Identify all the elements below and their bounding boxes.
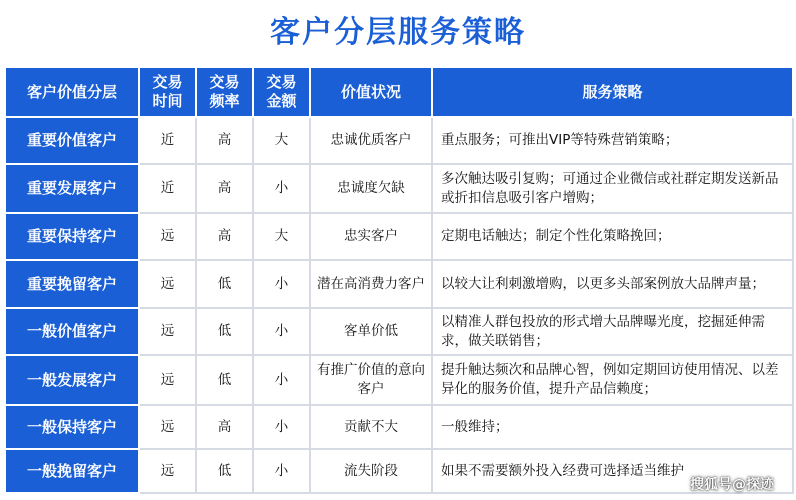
table-row (5, 308, 793, 355)
header-row (5, 67, 793, 117)
segment-cell: 重要价值客户 (5, 117, 139, 164)
table-row (5, 355, 793, 405)
status-cell: 忠诚优质客户 (310, 117, 432, 164)
monetary-cell: 小 (253, 308, 310, 355)
recency-cell: 远 (139, 308, 196, 355)
strategy-cell: 一般维持； (432, 405, 793, 449)
monetary-cell: 大 (253, 117, 310, 164)
recency-cell: 远 (139, 405, 196, 449)
recency-cell: 近 (139, 117, 196, 164)
table-row (5, 164, 793, 213)
header-recency: 交易 时间 (139, 67, 196, 117)
segment-cell: 一般挽留客户 (5, 449, 139, 493)
strategy-cell: 提升触达频次和品牌心智，例如定期回访使用情况、以差异化的服务价值，提升产品信赖度； (432, 355, 793, 405)
frequency-cell: 低 (196, 260, 253, 308)
strategy-cell: 多次触达吸引复购；可通过企业微信或社群定期发送新品或折扣信息吸引客户增购； (432, 164, 793, 213)
monetary-cell: 小 (253, 164, 310, 213)
table-row (5, 260, 793, 308)
frequency-cell: 低 (196, 308, 253, 355)
monetary-cell: 大 (253, 213, 310, 260)
table-row (5, 117, 793, 164)
recency-cell: 远 (139, 355, 196, 405)
watermark: 搜狐号@探迹 (690, 477, 774, 493)
status-cell: 忠诚度欠缺 (310, 164, 432, 213)
status-cell: 潜在高消费力客户 (310, 260, 432, 308)
segment-cell: 一般保持客户 (5, 405, 139, 449)
header-status: 价值状况 (310, 67, 432, 117)
frequency-cell: 高 (196, 164, 253, 213)
table-row (5, 449, 793, 493)
frequency-cell: 高 (196, 117, 253, 164)
table-row (5, 213, 793, 260)
status-cell: 忠实客户 (310, 213, 432, 260)
frequency-cell: 低 (196, 449, 253, 493)
recency-cell: 远 (139, 260, 196, 308)
strategy-cell: 定期电话触达；制定个性化策略挽回； (432, 213, 793, 260)
status-cell: 流失阶段 (310, 449, 432, 493)
recency-cell: 远 (139, 449, 196, 493)
strategy-table (4, 66, 794, 494)
strategy-cell: 重点服务；可推出VIP等特殊营销策略； (432, 117, 793, 164)
recency-cell: 近 (139, 164, 196, 213)
monetary-cell: 小 (253, 405, 310, 449)
monetary-cell: 小 (253, 260, 310, 308)
segment-cell: 一般发展客户 (5, 355, 139, 405)
status-cell: 贡献不大 (310, 405, 432, 449)
frequency-cell: 高 (196, 405, 253, 449)
table-row (5, 405, 793, 449)
frequency-cell: 低 (196, 355, 253, 405)
header-monetary: 交易 金额 (253, 67, 310, 117)
segment-cell: 一般价值客户 (5, 308, 139, 355)
monetary-cell: 小 (253, 355, 310, 405)
status-cell: 客单价低 (310, 308, 432, 355)
header-strategy: 服务策略 (432, 67, 793, 117)
strategy-cell: 以精准人群包投放的形式增大品牌曝光度，挖掘延伸需求，做关联销售； (432, 308, 793, 355)
segment-cell: 重要发展客户 (5, 164, 139, 213)
header-frequency: 交易 频率 (196, 67, 253, 117)
segment-cell: 重要保持客户 (5, 213, 139, 260)
monetary-cell: 小 (253, 449, 310, 493)
segment-cell: 重要挽留客户 (5, 260, 139, 308)
header-segment: 客户价值分层 (5, 67, 139, 117)
strategy-cell: 如果不需要额外投入经费可选择适当维护 (432, 449, 793, 493)
strategy-cell: 以较大让利刺激增购，以更多头部案例放大品牌声量； (432, 260, 793, 308)
page-title: 客户分层服务策略 (270, 15, 526, 50)
frequency-cell: 高 (196, 213, 253, 260)
status-cell: 有推广价值的意向客户 (310, 355, 432, 405)
recency-cell: 远 (139, 213, 196, 260)
